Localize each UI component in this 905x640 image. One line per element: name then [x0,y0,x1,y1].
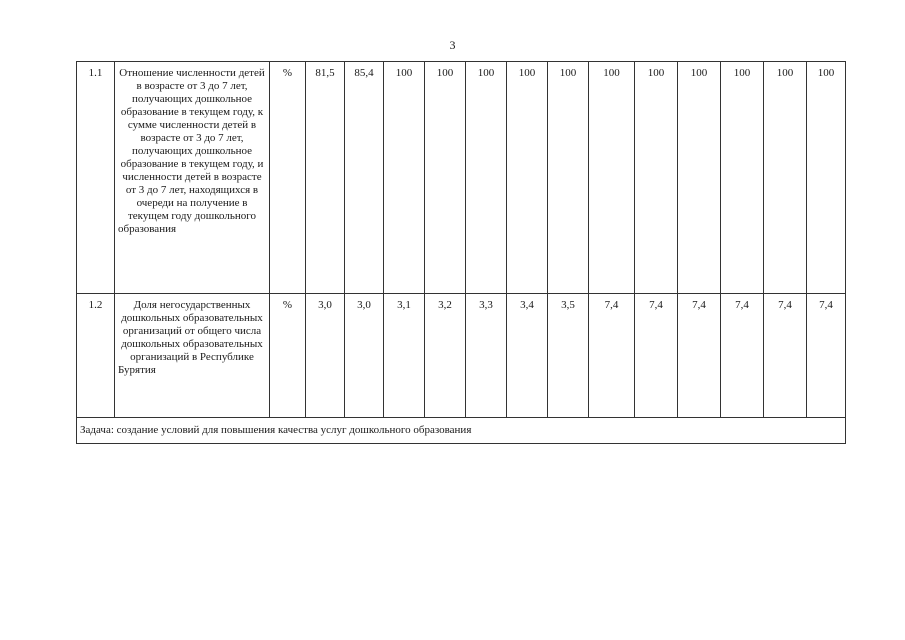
row-number: 1.2 [77,294,115,418]
value-cell: 100 [807,62,846,294]
value-cell: 85,4 [345,62,384,294]
value-cell: 100 [384,62,425,294]
table-row [77,62,846,294]
value-cell: 100 [507,62,548,294]
unit-cell: % [270,62,306,294]
indicator-description: Доля негосударственных дошкольных образовательных организаций от общего числа дошкольных образовательных организаций в Республике Бурятия [115,294,270,418]
value-cell: 7,4 [807,294,846,418]
value-cell: 100 [548,62,589,294]
value-cell: 7,4 [678,294,721,418]
value-cell: 100 [721,62,764,294]
value-cell: 3,1 [384,294,425,418]
row-number: 1.1 [77,62,115,294]
unit-cell: % [270,294,306,418]
value-cell: 7,4 [635,294,678,418]
value-cell: 7,4 [721,294,764,418]
value-cell: 3,4 [507,294,548,418]
task-text: Задача: создание условий для повышения качества услуг дошкольного образования [77,418,846,444]
value-cell: 7,4 [764,294,807,418]
value-cell: 100 [635,62,678,294]
value-cell: 100 [764,62,807,294]
value-cell: 100 [678,62,721,294]
value-cell: 100 [425,62,466,294]
value-cell: 3,5 [548,294,589,418]
value-cell: 81,5 [306,62,345,294]
table-row [77,294,846,418]
task-row [77,418,846,444]
value-cell: 3,3 [466,294,507,418]
value-cell: 100 [466,62,507,294]
indicators-table [76,61,846,444]
value-cell: 3,0 [306,294,345,418]
indicator-description: Отношение численности детей в возрасте от 3 до 7 лет, получающих дошкольное образование в текущем году, к сумме численности детей в возрасте от 3 до 7 лет, получающих дошкольное образование в текущем году, и численности детей в возрасте от 3 до 7 лет, находящихся в очереди на получение в текущем году дошкольного образования [115,62,270,294]
value-cell: 3,2 [425,294,466,418]
value-cell: 100 [589,62,635,294]
value-cell: 3,0 [345,294,384,418]
page-number: 3 [449,38,456,52]
value-cell: 7,4 [589,294,635,418]
